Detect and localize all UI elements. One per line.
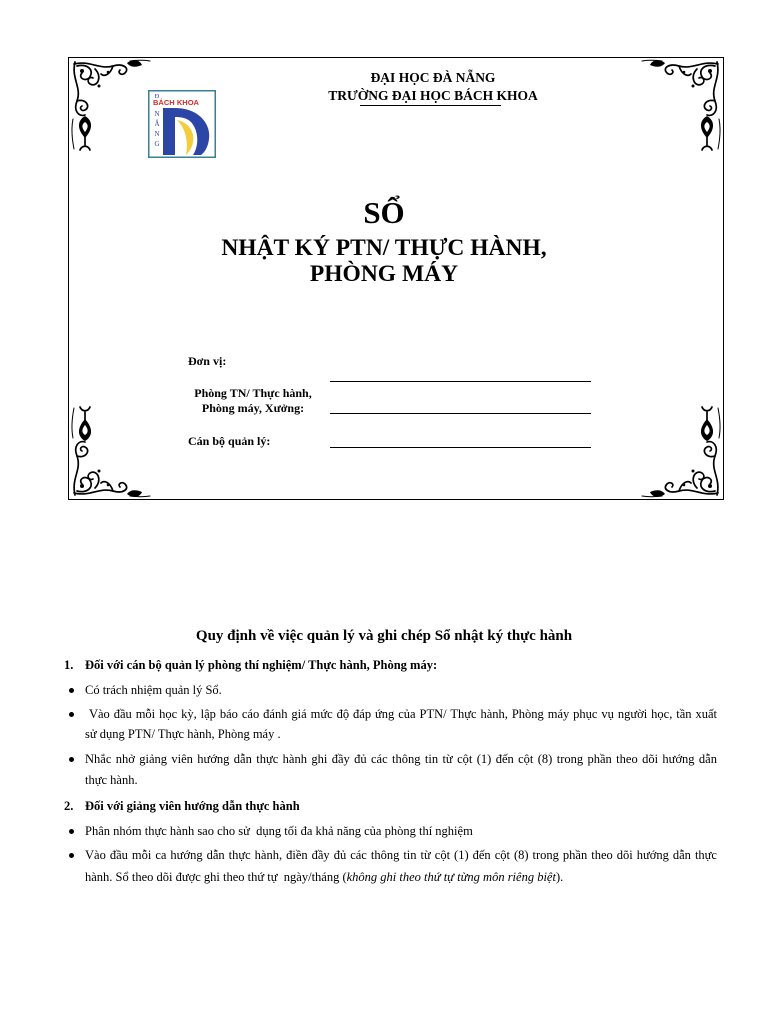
field-label-manager: Cán bộ quản lý: — [188, 434, 271, 448]
rule-text-line: Vào đầu mỗi ca hướng dẫn thực hành, điền đầy đủ các thông tin từ cột (1) đến cột (8) trong phần theo dõi hướng dẫn thực — [85, 848, 717, 862]
bullet-icon — [69, 829, 74, 834]
header-underline — [360, 105, 501, 106]
corner-ornament-top-right-icon — [642, 60, 720, 150]
rule-text-italic: không ghi theo thứ tự từng môn riêng biệt — [346, 870, 556, 884]
section-number: 1. — [64, 658, 74, 672]
logo-name: BÁCH KHOA — [153, 100, 196, 107]
field-blank-unit — [330, 381, 591, 382]
rule-text-line: Nhắc nhở giảng viên hướng dẫn thực hành ghi đầy đủ các thông tin từ cột (1) đến cột (8) trong phần theo dõi hướng dẫn — [85, 752, 717, 766]
bullet-icon — [69, 688, 74, 693]
section-number: 2. — [64, 799, 74, 813]
rule-text-line — [85, 870, 717, 885]
field-blank-lab — [330, 413, 591, 414]
corner-ornament-bottom-right-icon — [642, 407, 720, 497]
bullet-icon — [69, 853, 74, 858]
rule-text-segment: ). — [555, 870, 564, 884]
field-label-line: Phòng TN/ Thực hành, — [194, 386, 312, 400]
logo-top-letter: Đ — [154, 93, 160, 100]
logo-side-letter: G — [154, 140, 160, 148]
corner-ornament-top-left-icon — [72, 60, 150, 150]
logo-side-letter: N — [154, 110, 160, 118]
rule-text-line: Có trách nhiệm quản lý Sổ. — [85, 683, 222, 697]
section-heading: Đối với cán bộ quản lý phòng thí nghiệm/ Thực hành, Phòng máy: — [85, 658, 438, 672]
field-label-unit: Đơn vị: — [188, 354, 227, 368]
logo-side-letter: N — [154, 130, 160, 138]
rule-text-line: thực hành. — [85, 773, 138, 787]
cover-title: SỔ — [363, 195, 405, 230]
bullet-icon — [69, 712, 74, 717]
cover-subtitle-line: NHẬT KÝ PTN/ THỰC HÀNH, — [221, 235, 547, 261]
bullet-icon — [69, 757, 74, 762]
rule-text-segment: hành. Sổ theo dõi được ghi theo thứ tự ngày/tháng ( — [85, 870, 347, 884]
institution-name: ĐẠI HỌC ĐÀ NẴNG — [370, 70, 496, 85]
rule-text-line: sử dụng PTN/ Thực hành, Phòng máy . — [85, 727, 281, 741]
field-label-line: Phòng máy, Xưởng: — [201, 401, 305, 415]
field-blank-manager — [330, 447, 591, 448]
section-heading: Đối với giảng viên hướng dẫn thực hành — [85, 799, 300, 813]
rules-title: Quy định về việc quản lý và ghi chép Sổ nhật ký thực hành — [195, 628, 573, 644]
logo-side-letter: Ẵ — [154, 120, 160, 128]
corner-ornament-bottom-left-icon — [72, 407, 150, 497]
cover-subtitle-line: PHÒNG MÁY — [309, 261, 459, 287]
rule-text-line: Phân nhóm thực hành sao cho sử dụng tối đa khả năng của phòng thí nghiệm — [85, 824, 473, 838]
field-label-lab — [180, 386, 326, 416]
university-logo — [148, 90, 216, 158]
rule-text-line: Vào đầu mỗi học kỳ, lập báo cáo đánh giá mức độ đáp ứng của PTN/ Thực hành, Phòng máy phục vụ người học, tần xuất — [85, 707, 718, 721]
logo-p-stem — [163, 108, 175, 155]
school-name: TRƯỜNG ĐẠI HỌC BÁCH KHOA — [328, 88, 538, 103]
